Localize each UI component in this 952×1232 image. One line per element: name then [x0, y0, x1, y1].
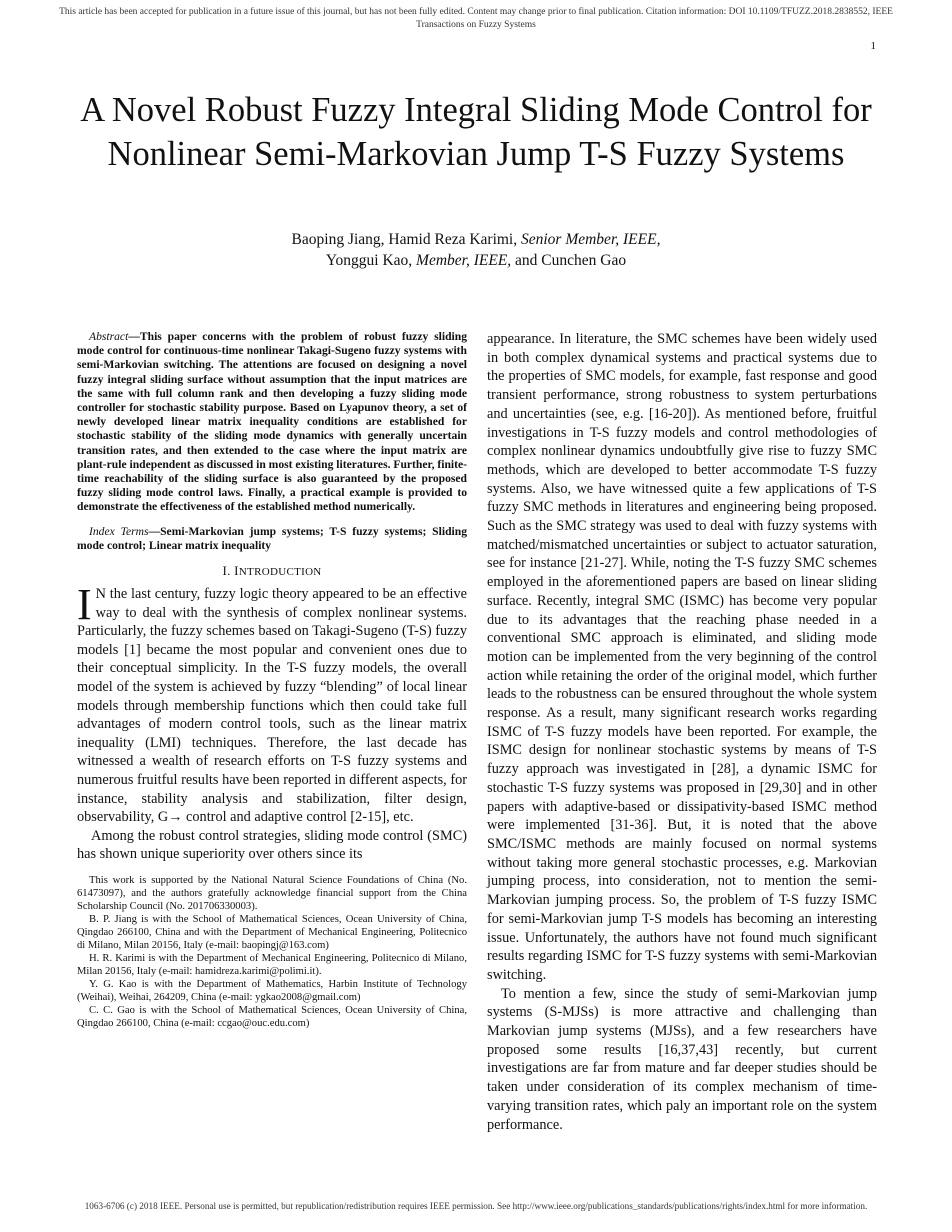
index-terms [77, 525, 467, 553]
author-line-2 [160, 250, 792, 271]
author-names-2: Yonggui Kao, [325, 252, 417, 269]
index-terms-text: —Semi-Markovian jump systems; T-S fuzzy systems; Sliding mode control; Linear matrix inequality [77, 524, 467, 552]
page-number: 1 [870, 40, 876, 52]
paper-title: A Novel Robust Fuzzy Integral Sliding Mode Control for Nonlinear Semi-Markovian Jump T-S Fuzzy Systems [80, 91, 872, 173]
author-names-3: and Cunchen Gao [511, 252, 627, 269]
intro-paragraph-1 [77, 580, 467, 827]
abstract [77, 330, 467, 515]
author-role-1: Senior Member, IEEE, [520, 231, 661, 248]
author-role-2: Member, IEEE, [416, 252, 512, 269]
banner-line-2: Transactions on Fuzzy Systems [416, 20, 536, 30]
intro-paragraph-2: Among the robust control strategies, sliding mode control (SMC) has shown unique superiority over others since its [77, 827, 467, 863]
footnote-author-jiang: B. P. Jiang is with the School of Mathematical Sciences, Ocean University of China, Qingdao 266100, China and with the Department of Mechanical Engineering, Politecnico di Milano, Milan 20156, Italy (e-mail: baopingj@163.com) [77, 913, 467, 951]
copyright-footer: 1063-6706 (c) 2018 IEEE. Personal use is permitted, but republication/redistribution requires IEEE permission. See http://www.ieee.org/publications_standards/publications/rights/index.html for more information. [84, 1201, 868, 1211]
footnote-separator [77, 864, 467, 874]
author-block [160, 229, 792, 271]
index-terms-label: Index Terms [89, 524, 149, 538]
author-names-1: Baoping Jiang, Hamid Reza Karimi, [291, 231, 521, 248]
banner-line-1: This article has been accepted for publication in a future issue of this journal, but has not been fully edited. Content may change prior to final publication. Citation information: DOI 10.1109/TFUZZ.2018.2838552, IEEE [59, 7, 893, 17]
section-initial: I [234, 563, 239, 579]
section-heading-introduction [77, 563, 467, 579]
intro-text-1: N the last century, fuzzy logic theory appeared to be an effective way to deal with the synthesis of complex nonlinear systems. Particularly, the fuzzy schemes based on Takagi-Sugeno (T-S) fuzzy models [1] became the most popular and convenient ones due to their conceptual simplicity. In the T-S fuzzy models, the overall model of the system is achieved by fuzzy “blending” of local linear models through membership functions which then could take full advantages of modern control tools, such as the linear matrix inequality (LMI) techniques. Therefore, the last decade has witnessed a wealth of research efforts on T-S fuzzy systems and numerous fruitful results have been reported in different aspects, for instance, stability analysis and stabilization, filter design, observability, G→ control and adaptive control [2-15], etc. [77, 586, 467, 826]
footnote-author-karimi: H. R. Karimi is with the Department of Mechanical Engineering, Politecnico di Milano, Milan 20156, Italy (e-mail: hamidreza.karimi@polimi.it). [77, 952, 467, 977]
footnote-funding: This work is supported by the National Natural Science Foundations of China (No. 61473097), and the authors gratefully acknowledge financial support from the China Scholarship Council (No. 201706330003). [77, 874, 467, 912]
right-paragraph-1: appearance. In literature, the SMC schemes have been widely used in both complex dynamical systems and practical systems due to the properties of SMC models, for example, fast response and good transient performance, strong robustness to system perturbations and uncertainties (see, e.g. [16-20]). As mentioned before, fruitful investigations in T-S fuzzy models and control methodologies of complex nonlinear dynamics undoubtfully give rise to fuzzy SMC methods, which are developed to better accommodate T-S fuzzy systems. Also, we have witnessed quite a few applications of T-S fuzzy SMC methods in literatures and engineering being proposed. Such as the SMC strategy was used to deal with fuzzy systems with matched/mismatched uncertainties or subject to actuator saturation, see for instance [21-27]. While, noting the T-S fuzzy SMC schemes employed in the aforementioned papers are based on linear sliding surface. Recently, integral SMC (ISMC) has become very popular due to its advantages that the reaching phase needed in a conventional SMC approach is eliminated, and sliding mode motion can be implemented from the very beginning of the control action while retaining the order of the original model, which further leads to the robustness can be ensured throughout the whole system response. As a result, many significant research works regarding ISMC of T-S fuzzy models have been reported. For example, the ISMC design for nonlinear stochastic systems by means of T-S fuzzy approach was investigated in [28], a dynamic ISMC for stochastic T-S fuzzy systems was proposed in [29,30] and in other papers with adaptive-based or dissipativity-based ISMC method were implemented [31-36]. But, it is noted that the above SMC/ISMC methods are mainly focused on normal systems without taking more general stochastic processes, e.g. Markovian jumping process, into consideration, not to mention the semi-Markovian jumping process. So, the problem of T-S fuzzy ISMC for semi-Markovian jump T-S models has becoming an interesting issue. Unfortunately, the authors have not found much significant results regarding ISMC for T-S fuzzy systems with semi-Markovian switching. [487, 331, 877, 983]
left-column [77, 330, 467, 1030]
footnote-author-gao: C. C. Gao is with the School of Mathematical Sciences, Ocean University of China, Qingdao 266100, China (e-mail: ccgao@ouc.edu.com) [77, 1004, 467, 1029]
abstract-label: Abstract [89, 330, 129, 343]
author-line-1 [160, 229, 792, 250]
footnote-author-kao: Y. G. Kao is with the Department of Mathematics, Harbin Institute of Technology (Weihai), Weihai, 264209, China (e-mail: ygkao2008@gmail.com) [77, 978, 467, 1003]
right-column [487, 330, 877, 1134]
section-title-rest: NTRODUCTION [238, 566, 322, 579]
footnotes [77, 874, 467, 1030]
drop-cap: I [77, 580, 92, 630]
journal-banner [20, 6, 932, 32]
section-number: I. [222, 563, 235, 579]
right-paragraph-2: To mention a few, since the study of semi-Markovian jump systems (S-MJSs) is more attractive and challenging than Markovian jump systems (MJSs), and a few researchers have proposed some results [16,37,43] recently, but current investigations are far from mature and far deeper studies should be taken under consideration of its complex mechanism of time-varying transition rates, which paly an important role on the system performance. [487, 985, 877, 1133]
abstract-text: —This paper concerns with the problem of robust fuzzy sliding mode control for continuous-time nonlinear Takagi-Sugeno fuzzy systems with semi-Markovian switching. The attentions are focused on designing a novel fuzzy integral sliding surface without assumption that the input matrices are the same with full column rank and then developing a fuzzy sliding mode controller for stochastic stability purpose. Based on Lyapunov theory, a set of newly developed linear matrix inequality conditions are established for stochastic stability of the sliding mode dynamics with generally uncertain transition rates, and then extended to the case where the input matrix are plant-rule independent as discussed in most existing literatures. Further, finite-time reachability of the sliding surface is also guaranteed by the proposed fuzzy sliding mode control laws. Finally, a practical example is provided to demonstrate the effectiveness of the established method numerically. [77, 330, 468, 514]
